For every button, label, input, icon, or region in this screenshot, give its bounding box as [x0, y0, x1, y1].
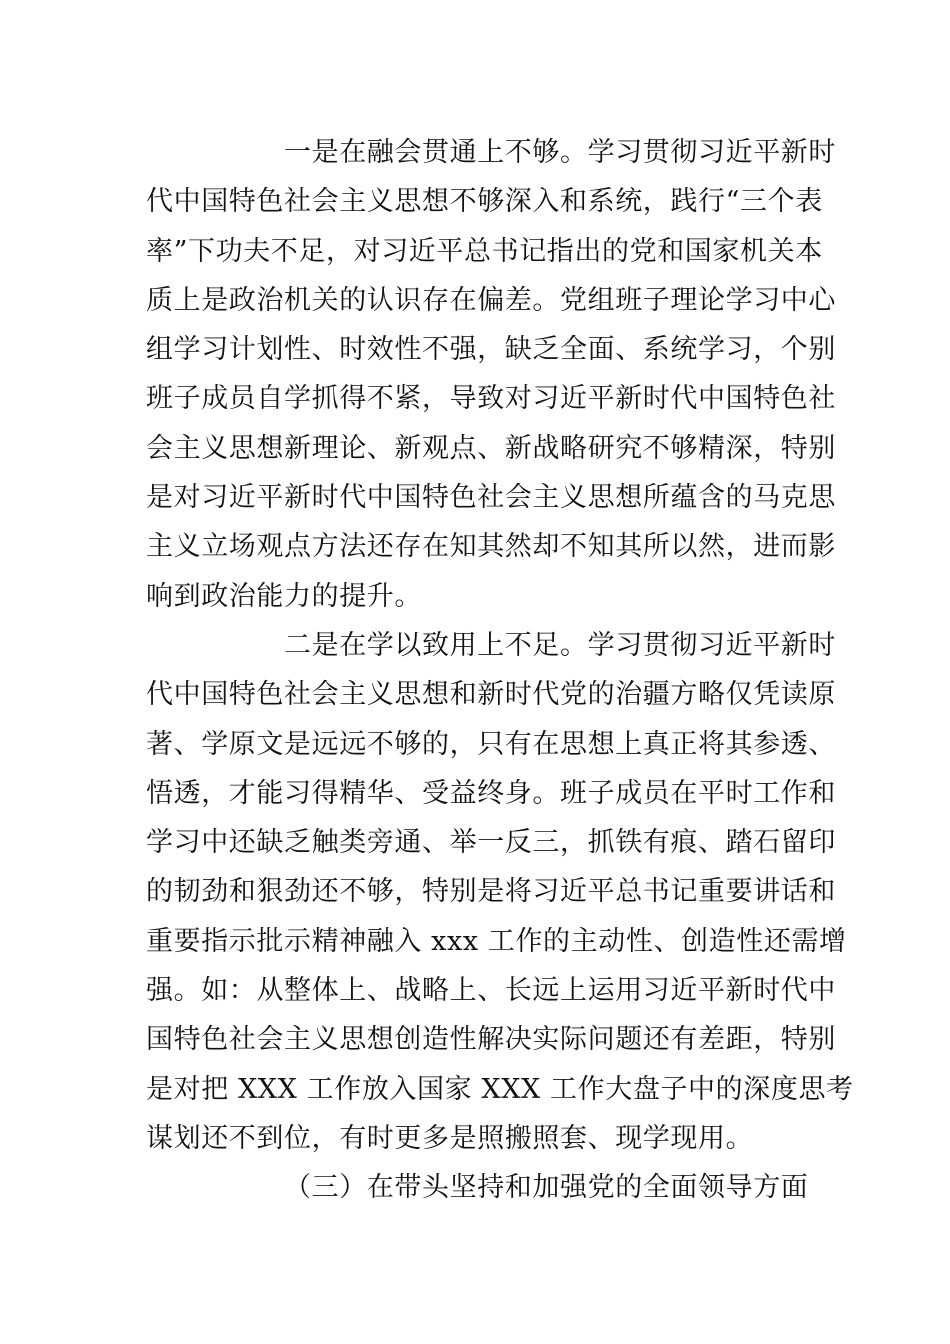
paragraph-line: 是对把 XXX 工作放入国家 XXX 工作大盘子中的深度思考	[146, 1073, 854, 1105]
paragraph-line: 代中国特色社会主义思想不够深入和系统，践行“三个表	[146, 186, 823, 218]
paragraph-line: 国特色社会主义思想创造性解决实际问题还有差距，特别	[146, 1024, 836, 1056]
paragraph-line: 强。如：从整体上、战略上、长远上运用习近平新时代中	[146, 975, 836, 1007]
paragraph-1	[146, 128, 836, 621]
paragraph-line: 悟透，才能习得精华、受益终身。班子成员在平时工作和	[146, 777, 836, 809]
paragraph-line: 二是在学以致用上不足。学习贯彻习近平新时	[284, 629, 836, 661]
paragraph-line: 响到政治能力的提升。	[146, 580, 422, 612]
paragraph-line: 班子成员自学抓得不紧，导致对习近平新时代中国特色社	[146, 383, 836, 415]
paragraph-line: 质上是政治机关的认识存在偏差。党组班子理论学习中心	[146, 284, 836, 316]
document-body	[146, 128, 854, 1213]
paragraph-line: 是对习近平新时代中国特色社会主义思想所蕴含的马克思	[146, 482, 836, 514]
paragraph-2	[146, 621, 854, 1163]
paragraph-line: 的韧劲和狠劲还不够，特别是将习近平总书记重要讲话和	[146, 876, 836, 908]
paragraph-line: 代中国特色社会主义思想和新时代党的治疆方略仅凭读原	[146, 679, 836, 711]
paragraph-line: 学习中还缺乏触类旁通、举一反三，抓铁有痕、踏石留印	[146, 827, 836, 859]
paragraph-line: 率”下功夫不足，对习近平总书记指出的党和国家机关本	[146, 235, 823, 267]
paragraph-line: 重要指示批示精神融入 xxx 工作的主动性、创造性还需增	[146, 925, 847, 957]
paragraph-line: 著、学原文是远远不够的，只有在思想上真正将其参透、	[146, 728, 836, 760]
paragraph-line: 组学习计划性、时效性不强，缺乏全面、系统学习，个别	[146, 334, 836, 366]
paragraph-line: 谋划还不到位，有时更多是照搬照套、现学现用。	[146, 1122, 754, 1154]
paragraph-line: 会主义思想新理论、新观点、新战略研究不够精深，特别	[146, 432, 836, 464]
paragraph-line: 主义立场观点方法还存在知其然却不知其所以然，进而影	[146, 531, 836, 563]
section-heading: （三）在带头坚持和加强党的全面领导方面	[284, 1172, 809, 1204]
paragraph-line: 一是在融会贯通上不够。学习贯彻习近平新时	[284, 137, 836, 168]
